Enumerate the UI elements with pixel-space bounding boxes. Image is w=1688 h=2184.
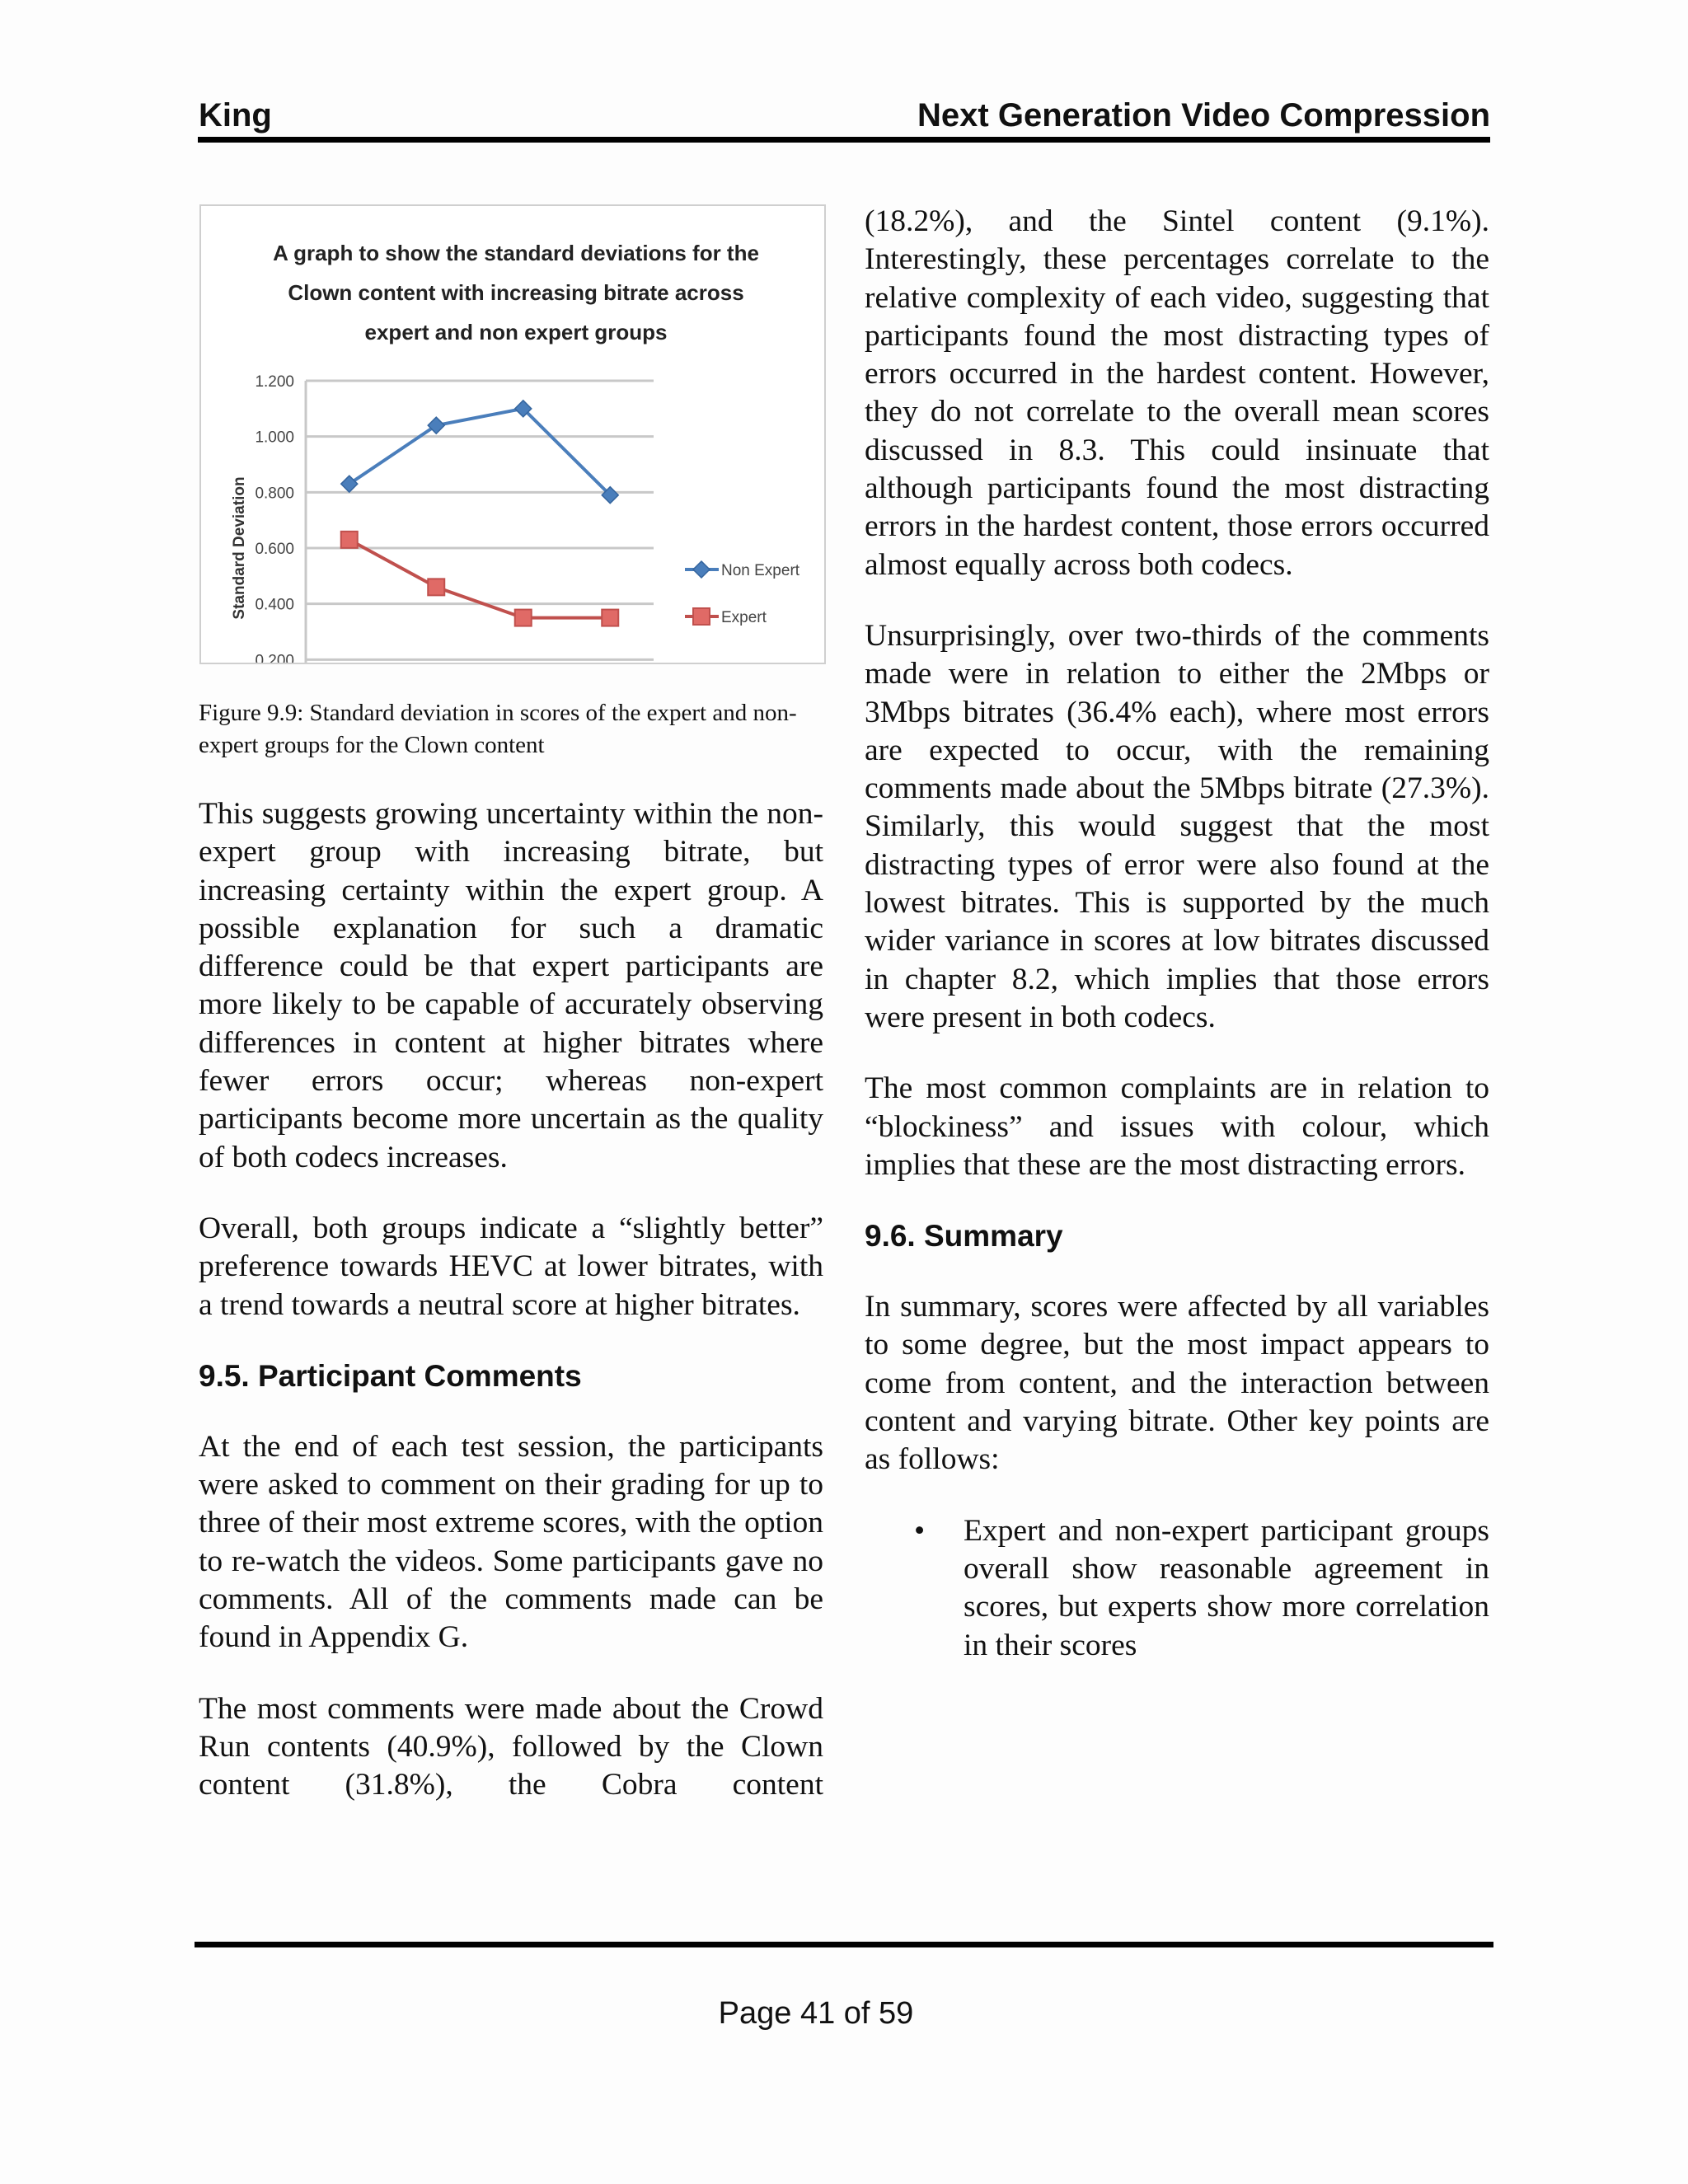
chart-title: A graph to show the standard deviations for the: [273, 241, 759, 265]
bullet-icon: •: [914, 1513, 926, 1548]
chart-title: Clown content with increasing bitrate across: [288, 280, 744, 305]
paragraph: The most comments were made about the Crowd Run contents (40.9%), followed by the Clown content (31.8%), the Cobra content: [199, 1691, 823, 1802]
paragraph: Unsurprisingly, over two-thirds of the comments made were in relation to either the 2Mbps or 3Mbps bitrates (36.4% each), where most errors are expected to occur, with the remaining comments made about the 5Mbps bitrate (27.3%). Similarly, this would suggest that the most distracting types of error were also found at the lowest bitrates. This is supported by the much wider variance in scores at low bitrates discussed in chapter 8.2, which implies that those errors were present in both codecs.: [865, 618, 1489, 1034]
list-item: [914, 1512, 1489, 1665]
series-line-non-expert: [349, 409, 611, 495]
y-axis-title: Standard Deviation: [231, 476, 248, 620]
y-tick-label: 0.400: [255, 596, 294, 614]
figure-caption: Figure 9.9: Standard deviation in scores of the expert and non-expert groups for the Clown content: [199, 700, 797, 758]
data-point: [515, 610, 532, 626]
series-line-expert: [349, 540, 611, 618]
paragraph: This suggests growing uncertainty within the non-expert group with increasing bitrate, but increasing certainty within the expert group. A possible explanation for such a dramatic difference could be that expert participants are more likely to be capable of accurately observing differences in content at higher bitrates where fewer errors occur; whereas non-expert participants become more uncertain as the quality of both codecs increases.: [199, 797, 823, 1174]
legend-marker: [693, 608, 710, 625]
y-tick-label: 0.800: [255, 485, 294, 503]
paragraph: At the end of each test session, the participants were asked to comment on their grading for up to three of their most extreme scores, with the option to re-watch the videos. Some participants gave no comments. All of the comments made can be found in Appendix G.: [199, 1429, 823, 1655]
paragraph: In summary, scores were affected by all variables to some degree, but the most impact appears to come from content, and the interaction between content and varying bitrate. Other key points are as follows:: [865, 1290, 1489, 1477]
y-tick-label: 0.200: [255, 652, 294, 663]
section-heading: 9.6. Summary: [865, 1219, 1063, 1254]
header-title: Next Generation Video Compression: [917, 97, 1490, 134]
legend-marker: [693, 561, 710, 578]
header-rule: [198, 137, 1490, 143]
legend-label: Expert: [721, 609, 767, 626]
figure-chart: [199, 204, 826, 664]
section-heading: 9.5. Participant Comments: [199, 1358, 582, 1393]
page-number: Page 41 of 59: [718, 1996, 914, 2031]
left-column: [199, 795, 823, 1838]
paragraph: Overall, both groups indicate a “slightly better” preference towards HEVC at lower bitrates, with a trend towards a neutral score at higher bitrates.: [199, 1211, 823, 1322]
y-tick-label: 0.600: [255, 541, 294, 558]
line-chart: [201, 206, 824, 663]
y-tick-label: 1.000: [255, 429, 294, 447]
right-column: [865, 203, 1489, 1665]
chart-title: expert and non expert groups: [364, 320, 668, 344]
bullet-list: [865, 1512, 1489, 1665]
list-item-text: Expert and non-expert participant groups overall show reasonable agreement in scores, but experts show more correlation in their scores: [964, 1513, 1489, 1662]
footer-rule: [195, 1942, 1493, 1947]
data-point: [428, 579, 444, 595]
legend-label: Non Expert: [721, 562, 800, 579]
paragraph: The most common complaints are in relation to “blockiness” and issues with colour, which implies that these are the most distracting errors.: [865, 1071, 1489, 1182]
data-point: [341, 532, 358, 548]
data-point: [602, 610, 618, 626]
paragraph: (18.2%), and the Sintel content (9.1%). Interestingly, these percentages correlate to the relative complexity of each video, suggesting that participants found the most distracting types of errors occurred in the hardest content. However, they do not correlate to the overall mean scores discussed in 8.3. This could insinuate that although participants found the most distracting errors in the hardest content, those errors occurred almost equally across both codecs.: [865, 204, 1489, 582]
header-author: King: [199, 97, 272, 134]
y-tick-label: 1.200: [255, 373, 294, 391]
